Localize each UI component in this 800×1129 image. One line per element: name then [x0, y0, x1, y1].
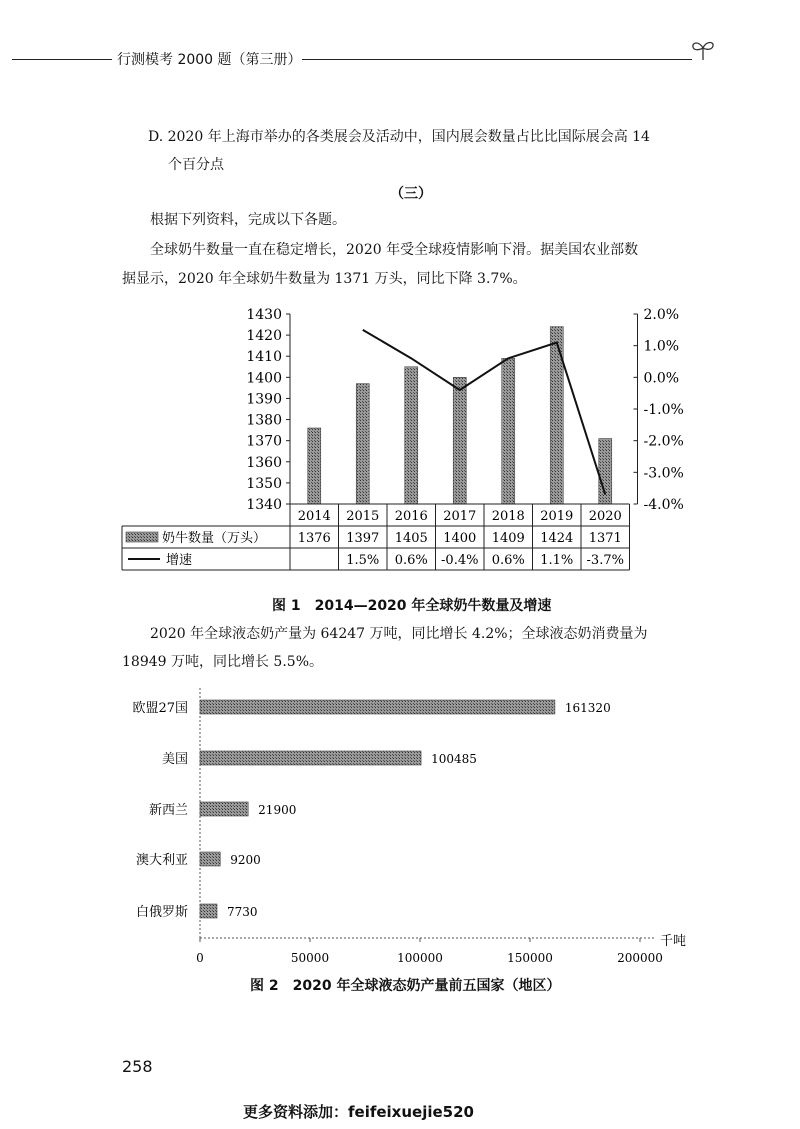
fig2-x-tick-label: 0 — [196, 951, 204, 965]
fig1-growth-value-label: 0.6% — [491, 553, 525, 568]
fig1-category-label: 2020 — [588, 509, 622, 524]
fig2-x-tick-label: 150000 — [507, 951, 553, 965]
fig2-bar-0 — [200, 700, 555, 714]
fig1-bar-2017 — [453, 377, 466, 504]
header-rule-right — [302, 59, 692, 60]
fig1-growth-value-label: -3.7% — [586, 553, 624, 568]
sprout-icon — [690, 38, 716, 62]
fig1-category-label: 2017 — [443, 509, 477, 524]
fig1-left-tick-label: 1410 — [246, 349, 282, 366]
fig2-value-label: 7730 — [227, 905, 258, 919]
fig2-x-tick-label: 100000 — [397, 951, 443, 965]
para2-line1: 2020 年全球液态奶产量为 64247 万吨，同比增长 4.2%；全球液态奶消费量为 — [150, 626, 648, 642]
figure1-caption: 图 1 2014—2020 年全球奶牛数量及增速 — [272, 598, 552, 614]
fig1-left-tick-label: 1420 — [246, 328, 282, 345]
fig1-category-label: 2018 — [491, 509, 525, 524]
fig1-bar-value-label: 1397 — [346, 531, 380, 546]
fig2-value-label: 21900 — [258, 803, 297, 817]
fig1-growth-line — [363, 330, 606, 495]
fig1-left-tick-label: 1400 — [246, 370, 282, 387]
fig1-bar-2019 — [550, 327, 563, 504]
fig1-bar-value-label: 1400 — [443, 531, 477, 546]
fig2-category-label: 美国 — [161, 752, 188, 767]
option-d-line1: D. 2020 年上海市举办的各类展会及活动中，国内展会数量占比比国际展会高 14 — [148, 129, 650, 145]
fig2-x-tick-label: 200000 — [617, 951, 663, 965]
fig1-left-tick-label: 1340 — [246, 497, 282, 513]
footer-note: 更多资料添加：feifeixuejie520 — [243, 1103, 474, 1121]
fig1-bar-2015 — [356, 384, 369, 504]
fig1-left-tick-label: 1350 — [246, 475, 282, 492]
figure2-chart — [0, 680, 800, 970]
fig1-growth-value-label: 0.6% — [394, 553, 428, 568]
option-d-line2: 个百分点 — [168, 157, 224, 173]
fig1-legend-line-label: 增速 — [166, 553, 193, 568]
fig1-bar-value-label: 1424 — [540, 531, 574, 546]
fig2-category-label: 澳大利亚 — [135, 853, 188, 868]
para1-line2: 据显示，2020 年全球奶牛数量为 1371 万头，同比下降 3.7%。 — [122, 271, 527, 287]
fig1-right-tick-label: -4.0% — [643, 497, 684, 513]
fig1-bar-2018 — [502, 358, 515, 504]
fig1-right-tick-label: 1.0% — [643, 338, 680, 355]
fig1-category-label: 2015 — [346, 509, 380, 524]
fig1-bar-value-label: 1409 — [491, 531, 525, 546]
fig1-category-label: 2014 — [297, 509, 331, 524]
figure2-caption: 图 2 2020 年全球液态奶产量前五国家（地区） — [250, 978, 561, 994]
fig1-left-tick-label: 1380 — [246, 412, 282, 429]
fig2-bar-4 — [200, 904, 217, 918]
fig1-left-tick-label: 1370 — [246, 433, 282, 450]
fig2-value-label: 161320 — [564, 701, 611, 715]
fig1-growth-value-label: 1.1% — [540, 553, 574, 568]
fig1-bar-2014 — [308, 428, 321, 504]
fig1-legend-bar-swatch — [126, 532, 158, 542]
fig2-x-tick-label: 50000 — [290, 951, 330, 965]
fig1-left-tick-label: 1430 — [246, 307, 282, 323]
fig1-legend-bar-label: 奶牛数量（万头） — [162, 531, 267, 546]
fig1-bar-value-label: 1376 — [297, 531, 331, 546]
fig1-bar-value-label: 1371 — [588, 531, 622, 546]
fig1-right-tick-label: 2.0% — [643, 307, 680, 323]
running-header: 行测模考 2000 题（第三册） — [117, 52, 302, 68]
fig1-category-label: 2019 — [540, 509, 574, 524]
fig1-right-tick-label: -1.0% — [643, 402, 684, 418]
fig1-bar-value-label: 1405 — [394, 531, 428, 546]
fig2-category-label: 新西兰 — [148, 803, 188, 818]
fig2-bar-2 — [200, 802, 248, 816]
fig2-unit-label: 千吨 — [660, 934, 687, 949]
para1-line1: 全球奶牛数量一直在稳定增长，2020 年受全球疫情影响下滑。据美国农业部数 — [150, 242, 639, 258]
figure1-chart — [0, 300, 800, 580]
fig1-left-tick-label: 1390 — [246, 391, 282, 408]
fig2-category-label: 欧盟27国 — [132, 701, 188, 716]
fig2-value-label: 9200 — [230, 853, 261, 867]
fig1-category-label: 2016 — [394, 509, 428, 524]
fig1-growth-value-label: 1.5% — [346, 553, 380, 568]
fig1-right-tick-label: -2.0% — [643, 433, 684, 450]
page-number: 258 — [122, 1057, 153, 1076]
fig1-right-tick-label: 0.0% — [643, 370, 680, 387]
fig1-left-tick-label: 1360 — [246, 454, 282, 471]
fig1-bar-2016 — [405, 367, 418, 504]
fig1-right-tick-label: -3.0% — [643, 465, 684, 482]
section-heading: （三） — [390, 186, 432, 202]
instruction-text: 根据下列资料，完成以下各题。 — [150, 212, 346, 228]
header-rule-left — [12, 59, 112, 60]
fig2-category-label: 白俄罗斯 — [135, 905, 188, 920]
para2-line2: 18949 万吨，同比增长 5.5%。 — [122, 654, 324, 670]
fig2-value-label: 100485 — [431, 752, 477, 766]
fig2-bar-3 — [200, 852, 220, 866]
fig1-growth-value-label: -0.4% — [441, 553, 479, 568]
fig2-bar-1 — [200, 751, 421, 765]
